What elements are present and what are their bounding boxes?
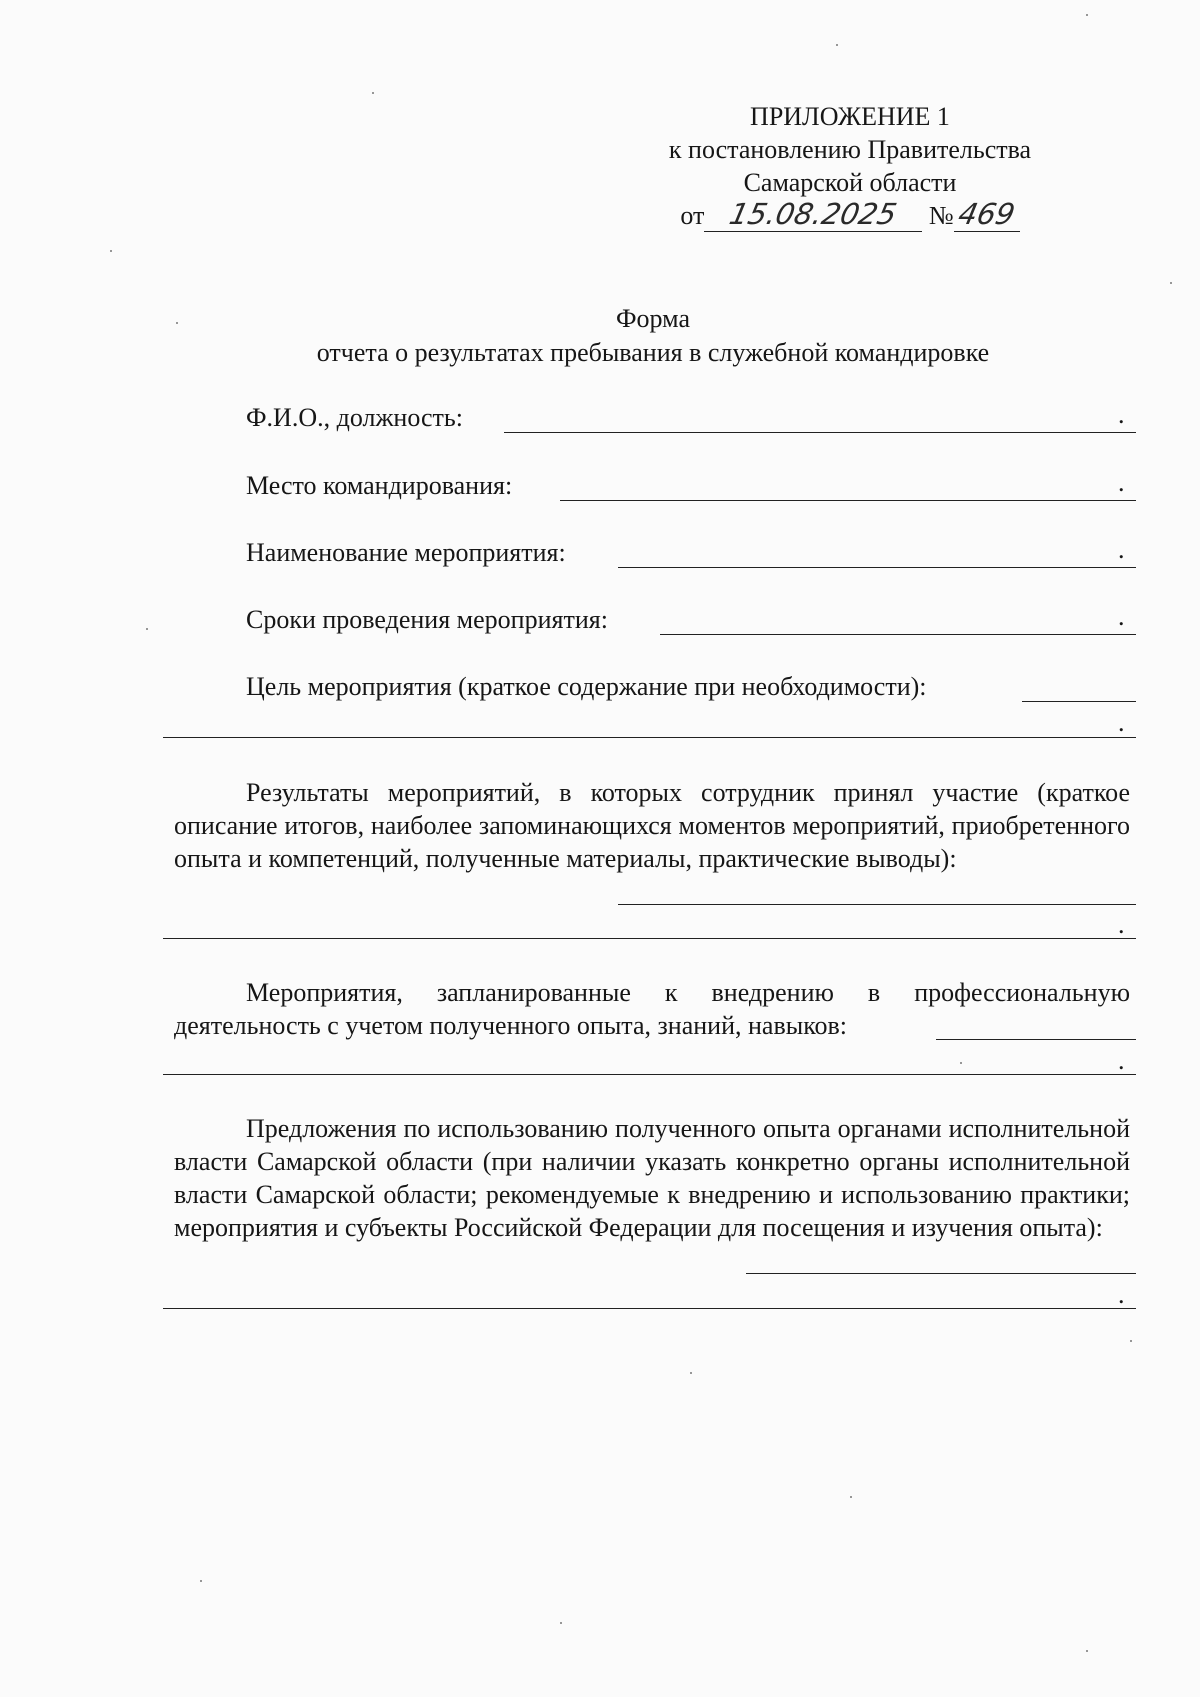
form-title: Форма bbox=[616, 304, 690, 333]
scan-speck bbox=[200, 1580, 202, 1582]
line-end-dot: . bbox=[1118, 910, 1125, 939]
scan-speck bbox=[560, 1622, 562, 1624]
place-label: Место командирования: bbox=[246, 471, 513, 500]
results-fill-line-2[interactable] bbox=[163, 938, 1136, 939]
scan-speck bbox=[1086, 14, 1088, 16]
event-goal-fill-line-2[interactable] bbox=[163, 737, 1136, 738]
scan-speck bbox=[372, 92, 374, 94]
appendix-decree-line: к постановлению Правительства bbox=[668, 135, 1032, 164]
fio-fill-line[interactable] bbox=[504, 432, 1136, 433]
scan-speck bbox=[146, 628, 148, 630]
event-goal-label: Цель мероприятия (краткое содержание при необходимости): bbox=[246, 672, 927, 701]
planned-section bbox=[174, 976, 1130, 1042]
proposals-text: Предложения по использованию полученного опыта органами исполнительной власти Самарской области (при наличии указать конкретно органы исполнительной власти Самарской области; рекомендуемые к внедрению и использованию практики; мероприятия и субъекты Российской Федерации для посещения и изучения опыта): bbox=[174, 1114, 1130, 1242]
proposals-fill-line[interactable] bbox=[746, 1273, 1136, 1274]
event-dates-label: Сроки проведения мероприятия: bbox=[246, 605, 608, 634]
form-title-block bbox=[160, 302, 1146, 370]
appendix-header bbox=[560, 100, 1140, 232]
results-section bbox=[174, 776, 1130, 875]
event-name-label: Наименование мероприятия: bbox=[246, 538, 566, 567]
planned-fill-line-2[interactable] bbox=[163, 1074, 1136, 1075]
scan-speck bbox=[1170, 282, 1172, 284]
line-end-dot: . bbox=[1118, 535, 1125, 564]
appendix-region-line: Самарской области bbox=[743, 168, 957, 197]
event-goal-fill-line[interactable] bbox=[1022, 701, 1136, 702]
scan-speck bbox=[836, 44, 838, 46]
scan-speck bbox=[850, 1496, 852, 1498]
line-end-dot: . bbox=[1118, 1280, 1125, 1309]
scan-speck bbox=[110, 250, 112, 252]
scan-speck bbox=[690, 1372, 692, 1374]
planned-fill-line[interactable] bbox=[936, 1039, 1136, 1040]
scan-speck bbox=[960, 1062, 962, 1064]
handwritten-number: 469 bbox=[955, 197, 1018, 231]
line-end-dot: . bbox=[1118, 708, 1125, 737]
form-subtitle: отчета о результатах пребывания в служебной командировке bbox=[316, 338, 990, 367]
date-underline bbox=[704, 199, 922, 232]
number-sign: № bbox=[928, 201, 954, 230]
proposals-fill-line-2[interactable] bbox=[163, 1308, 1136, 1309]
line-end-dot: . bbox=[1118, 1046, 1125, 1075]
line-end-dot: . bbox=[1118, 468, 1125, 497]
event-name-fill-line[interactable] bbox=[618, 567, 1136, 568]
results-text: Результаты мероприятий, в которых сотрудник принял участие (краткое описание итогов, наиболее запоминающихся моментов мероприятий, приобретенного опыта и компетенций, полученные материалы, практические выводы): bbox=[174, 778, 1130, 873]
place-fill-line[interactable] bbox=[560, 500, 1136, 501]
number-underline bbox=[954, 199, 1020, 232]
scan-speck bbox=[1086, 1650, 1088, 1652]
line-end-dot: . bbox=[1118, 602, 1125, 631]
event-dates-fill-line[interactable] bbox=[660, 634, 1136, 635]
proposals-section bbox=[174, 1112, 1130, 1244]
handwritten-date: 15.08.2025 bbox=[726, 197, 900, 231]
appendix-title: ПРИЛОЖЕНИЕ 1 bbox=[750, 102, 950, 131]
appendix-date-line bbox=[560, 199, 1140, 232]
scan-speck bbox=[1130, 1340, 1132, 1342]
results-fill-line[interactable] bbox=[618, 904, 1136, 905]
date-prefix: от bbox=[680, 201, 705, 230]
line-end-dot: . bbox=[1118, 400, 1125, 429]
planned-text: Мероприятия, запланированные к внедрению в профессиональную деятельность с учетом полученного опыта, знаний, навыков: bbox=[174, 978, 1130, 1040]
fio-label: Ф.И.О., должность: bbox=[246, 403, 463, 432]
